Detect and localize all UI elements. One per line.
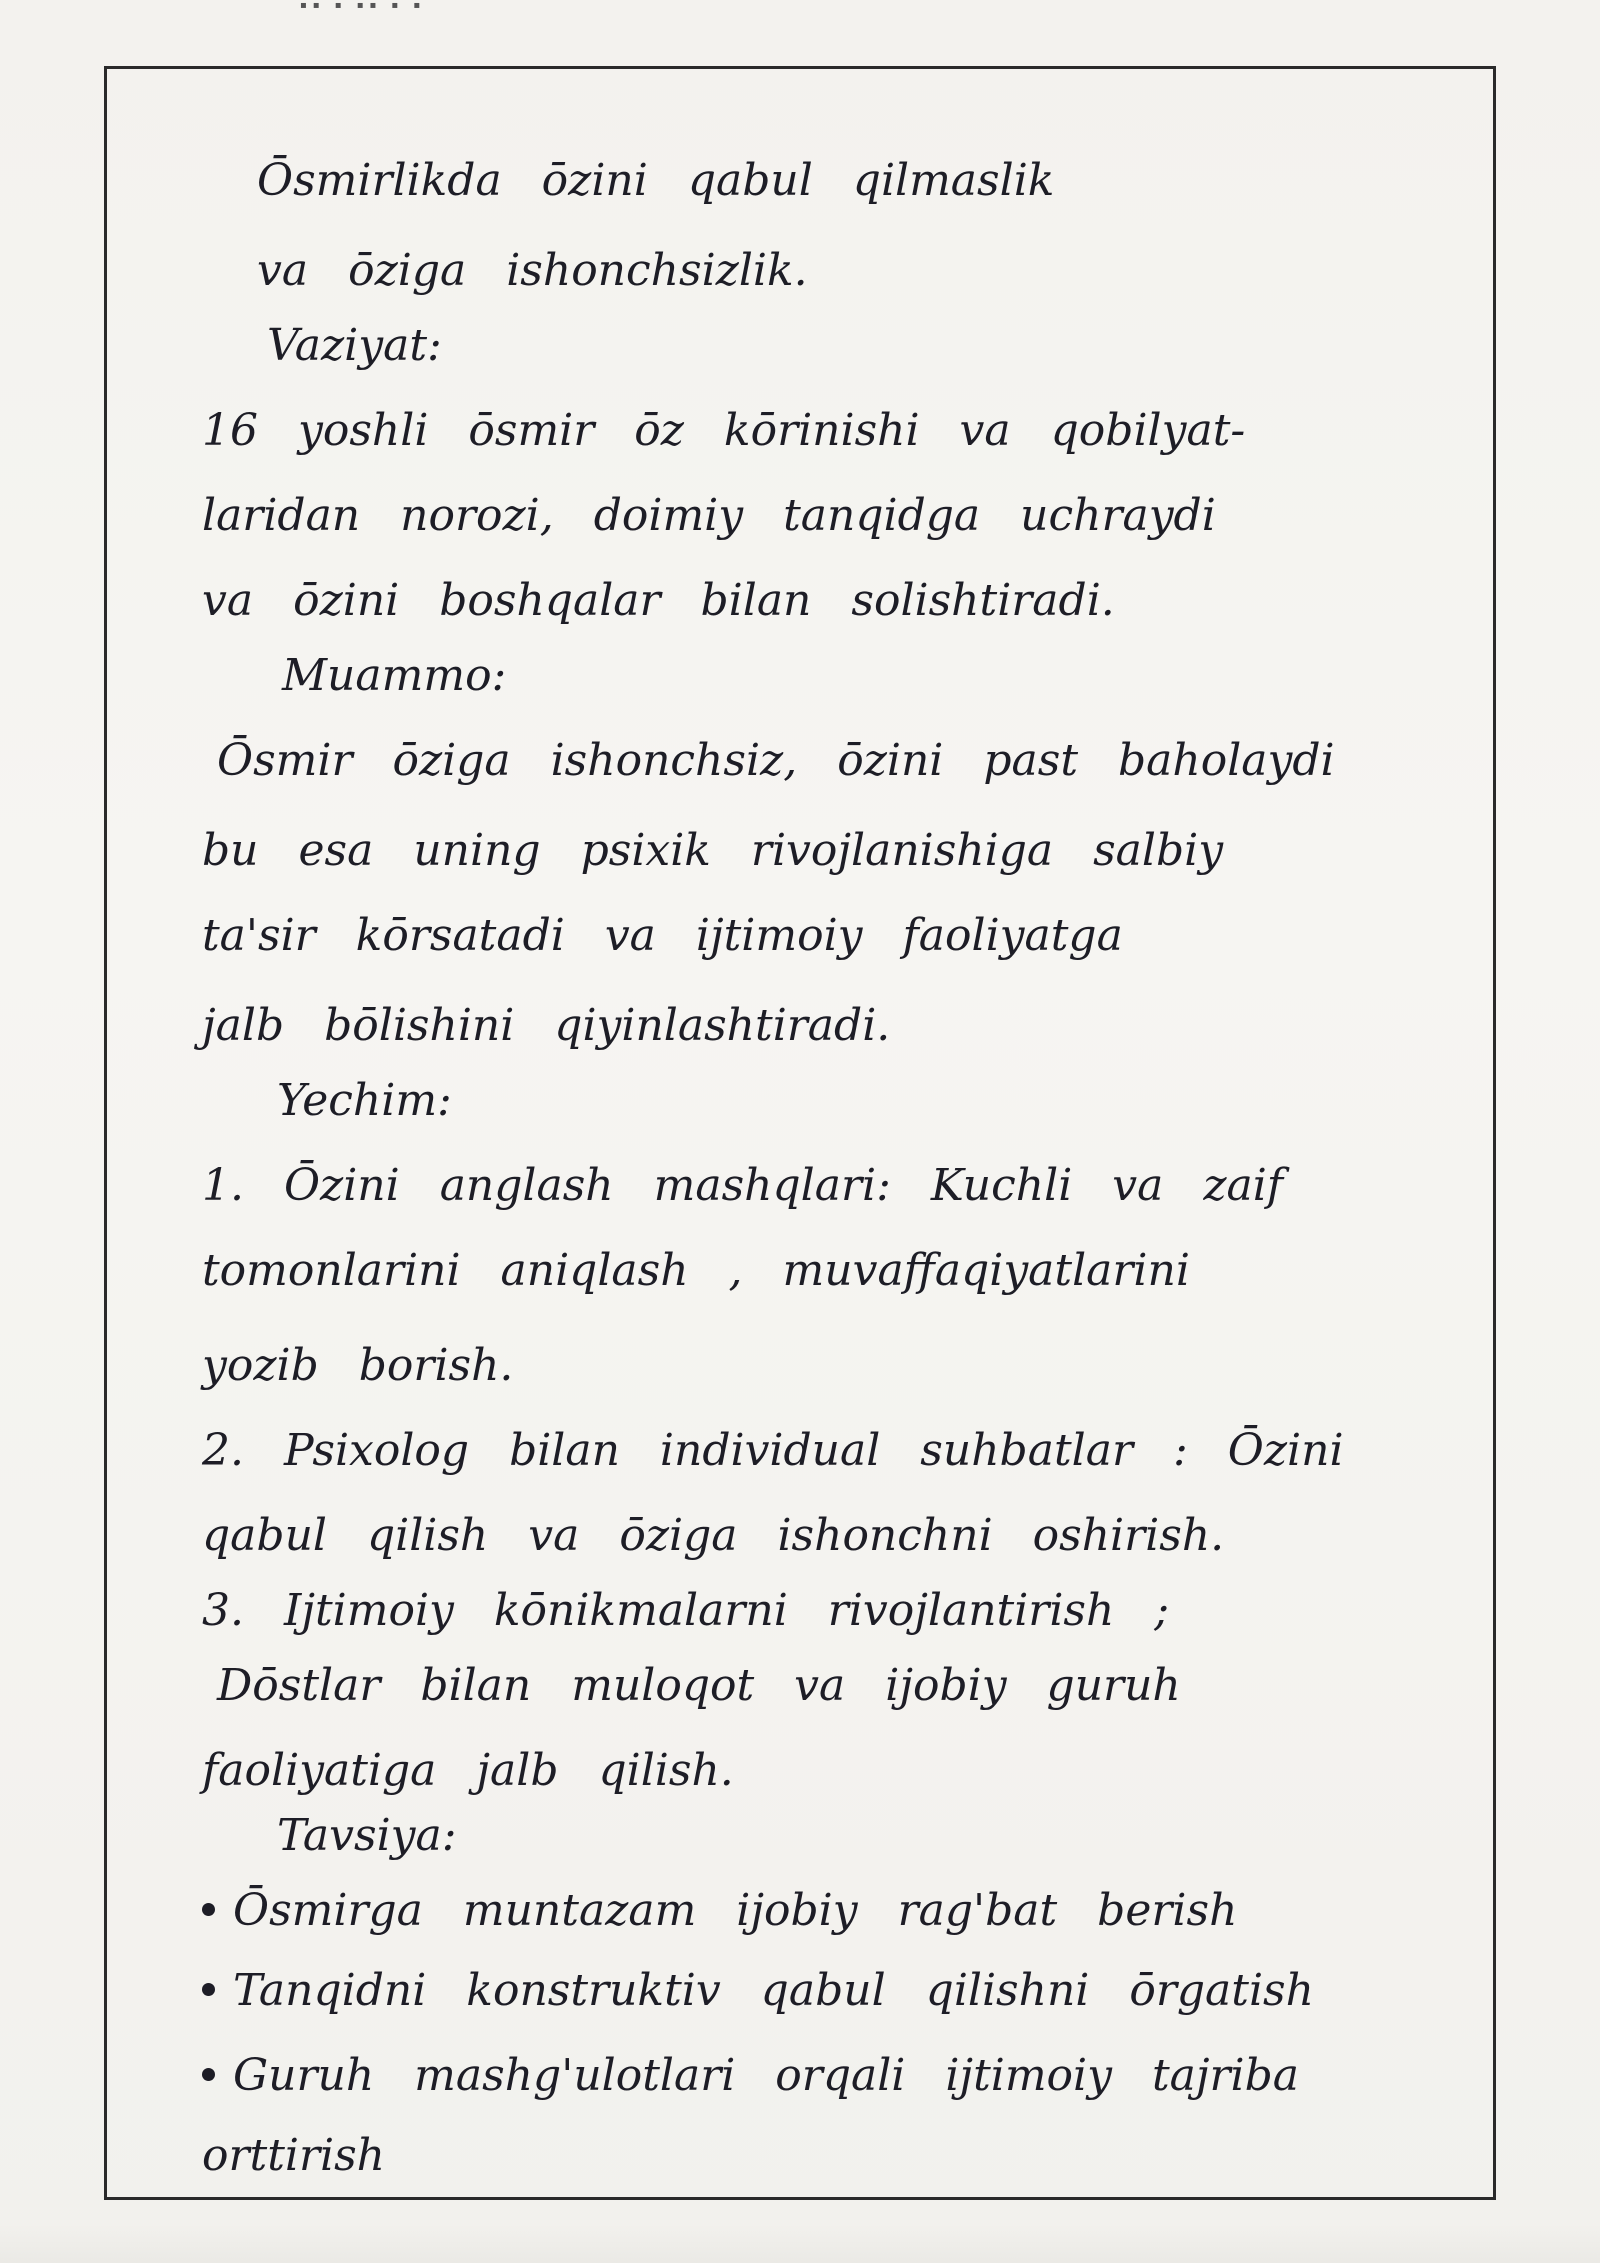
handwritten-content bbox=[107, 69, 1493, 2197]
recommendation-bullet-2 bbox=[202, 1965, 1314, 2016]
bullet-dot-icon bbox=[202, 2068, 215, 2081]
title-line-2: va ōziga ishonchsizlik. bbox=[257, 245, 808, 296]
bottom-shadow bbox=[0, 2223, 1600, 2263]
situation-line-1: 16 yoshli ōsmir ōz kōrinishi va qobilyat- bbox=[202, 405, 1246, 456]
bullet-dot-icon bbox=[202, 1903, 215, 1916]
recommendation-bullet-text-3: Guruh mashg'ulotlari orqali ijtimoiy tajriba bbox=[233, 2050, 1300, 2101]
solution-line-4: 2. Psixolog bilan individual suhbatlar : Ōzini bbox=[202, 1425, 1344, 1476]
situation-line-2: laridan norozi, doimiy tanqidga uchraydi bbox=[202, 490, 1216, 541]
top-edge-marks: ▪▪ ▪ ▪▪ ▪ ▪ bbox=[300, 0, 427, 11]
solution-line-6: 3. Ijtimoiy kōnikmalarni rivojlantirish ; bbox=[202, 1585, 1170, 1636]
recommendation-bullet-3 bbox=[202, 2050, 1300, 2101]
solution-line-7: Dōstlar bilan muloqot va ijobiy guruh bbox=[217, 1660, 1181, 1711]
recommendation-bullet-1 bbox=[202, 1885, 1238, 1936]
recommendation-bullet-text-2: Tanqidni konstruktiv qabul qilishni ōrgatish bbox=[233, 1965, 1314, 2016]
recommendation-continuation: orttirish bbox=[202, 2130, 385, 2181]
solution-line-8: faoliyatiga jalb qilish. bbox=[202, 1745, 734, 1796]
page-frame bbox=[104, 66, 1496, 2200]
problem-line-1: Ōsmir ōziga ishonchsiz, ōzini past baholaydi bbox=[217, 735, 1335, 786]
recommendation-bullet-text-1: Ōsmirga muntazam ijobiy rag'bat berish bbox=[233, 1885, 1238, 1936]
problem-line-3: ta'sir kōrsatadi va ijtimoiy faoliyatga bbox=[202, 910, 1123, 961]
problem-heading: Muammo: bbox=[282, 650, 507, 701]
situation-heading: Vaziyat: bbox=[267, 320, 442, 371]
solution-line-2: tomonlarini aniqlash , muvaffaqiyatlarini bbox=[202, 1245, 1190, 1296]
recommendation-heading: Tavsiya: bbox=[277, 1810, 457, 1861]
situation-line-3: va ōzini boshqalar bilan solishtiradi. bbox=[202, 575, 1115, 626]
solution-line-1: 1. Ōzini anglash mashqlari: Kuchli va zaif bbox=[202, 1160, 1284, 1211]
problem-line-4: jalb bōlishini qiyinlashtiradi. bbox=[202, 1000, 891, 1051]
solution-line-5: qabul qilish va ōziga ishonchni oshirish. bbox=[202, 1510, 1225, 1561]
solution-heading: Yechim: bbox=[277, 1075, 452, 1126]
bullet-dot-icon bbox=[202, 1983, 215, 1996]
solution-line-3: yozib borish. bbox=[202, 1340, 514, 1391]
problem-line-2: bu esa uning psixik rivojlanishiga salbiy bbox=[202, 825, 1224, 876]
title-line-1: Ōsmirlikda ōzini qabul qilmaslik bbox=[257, 155, 1055, 206]
